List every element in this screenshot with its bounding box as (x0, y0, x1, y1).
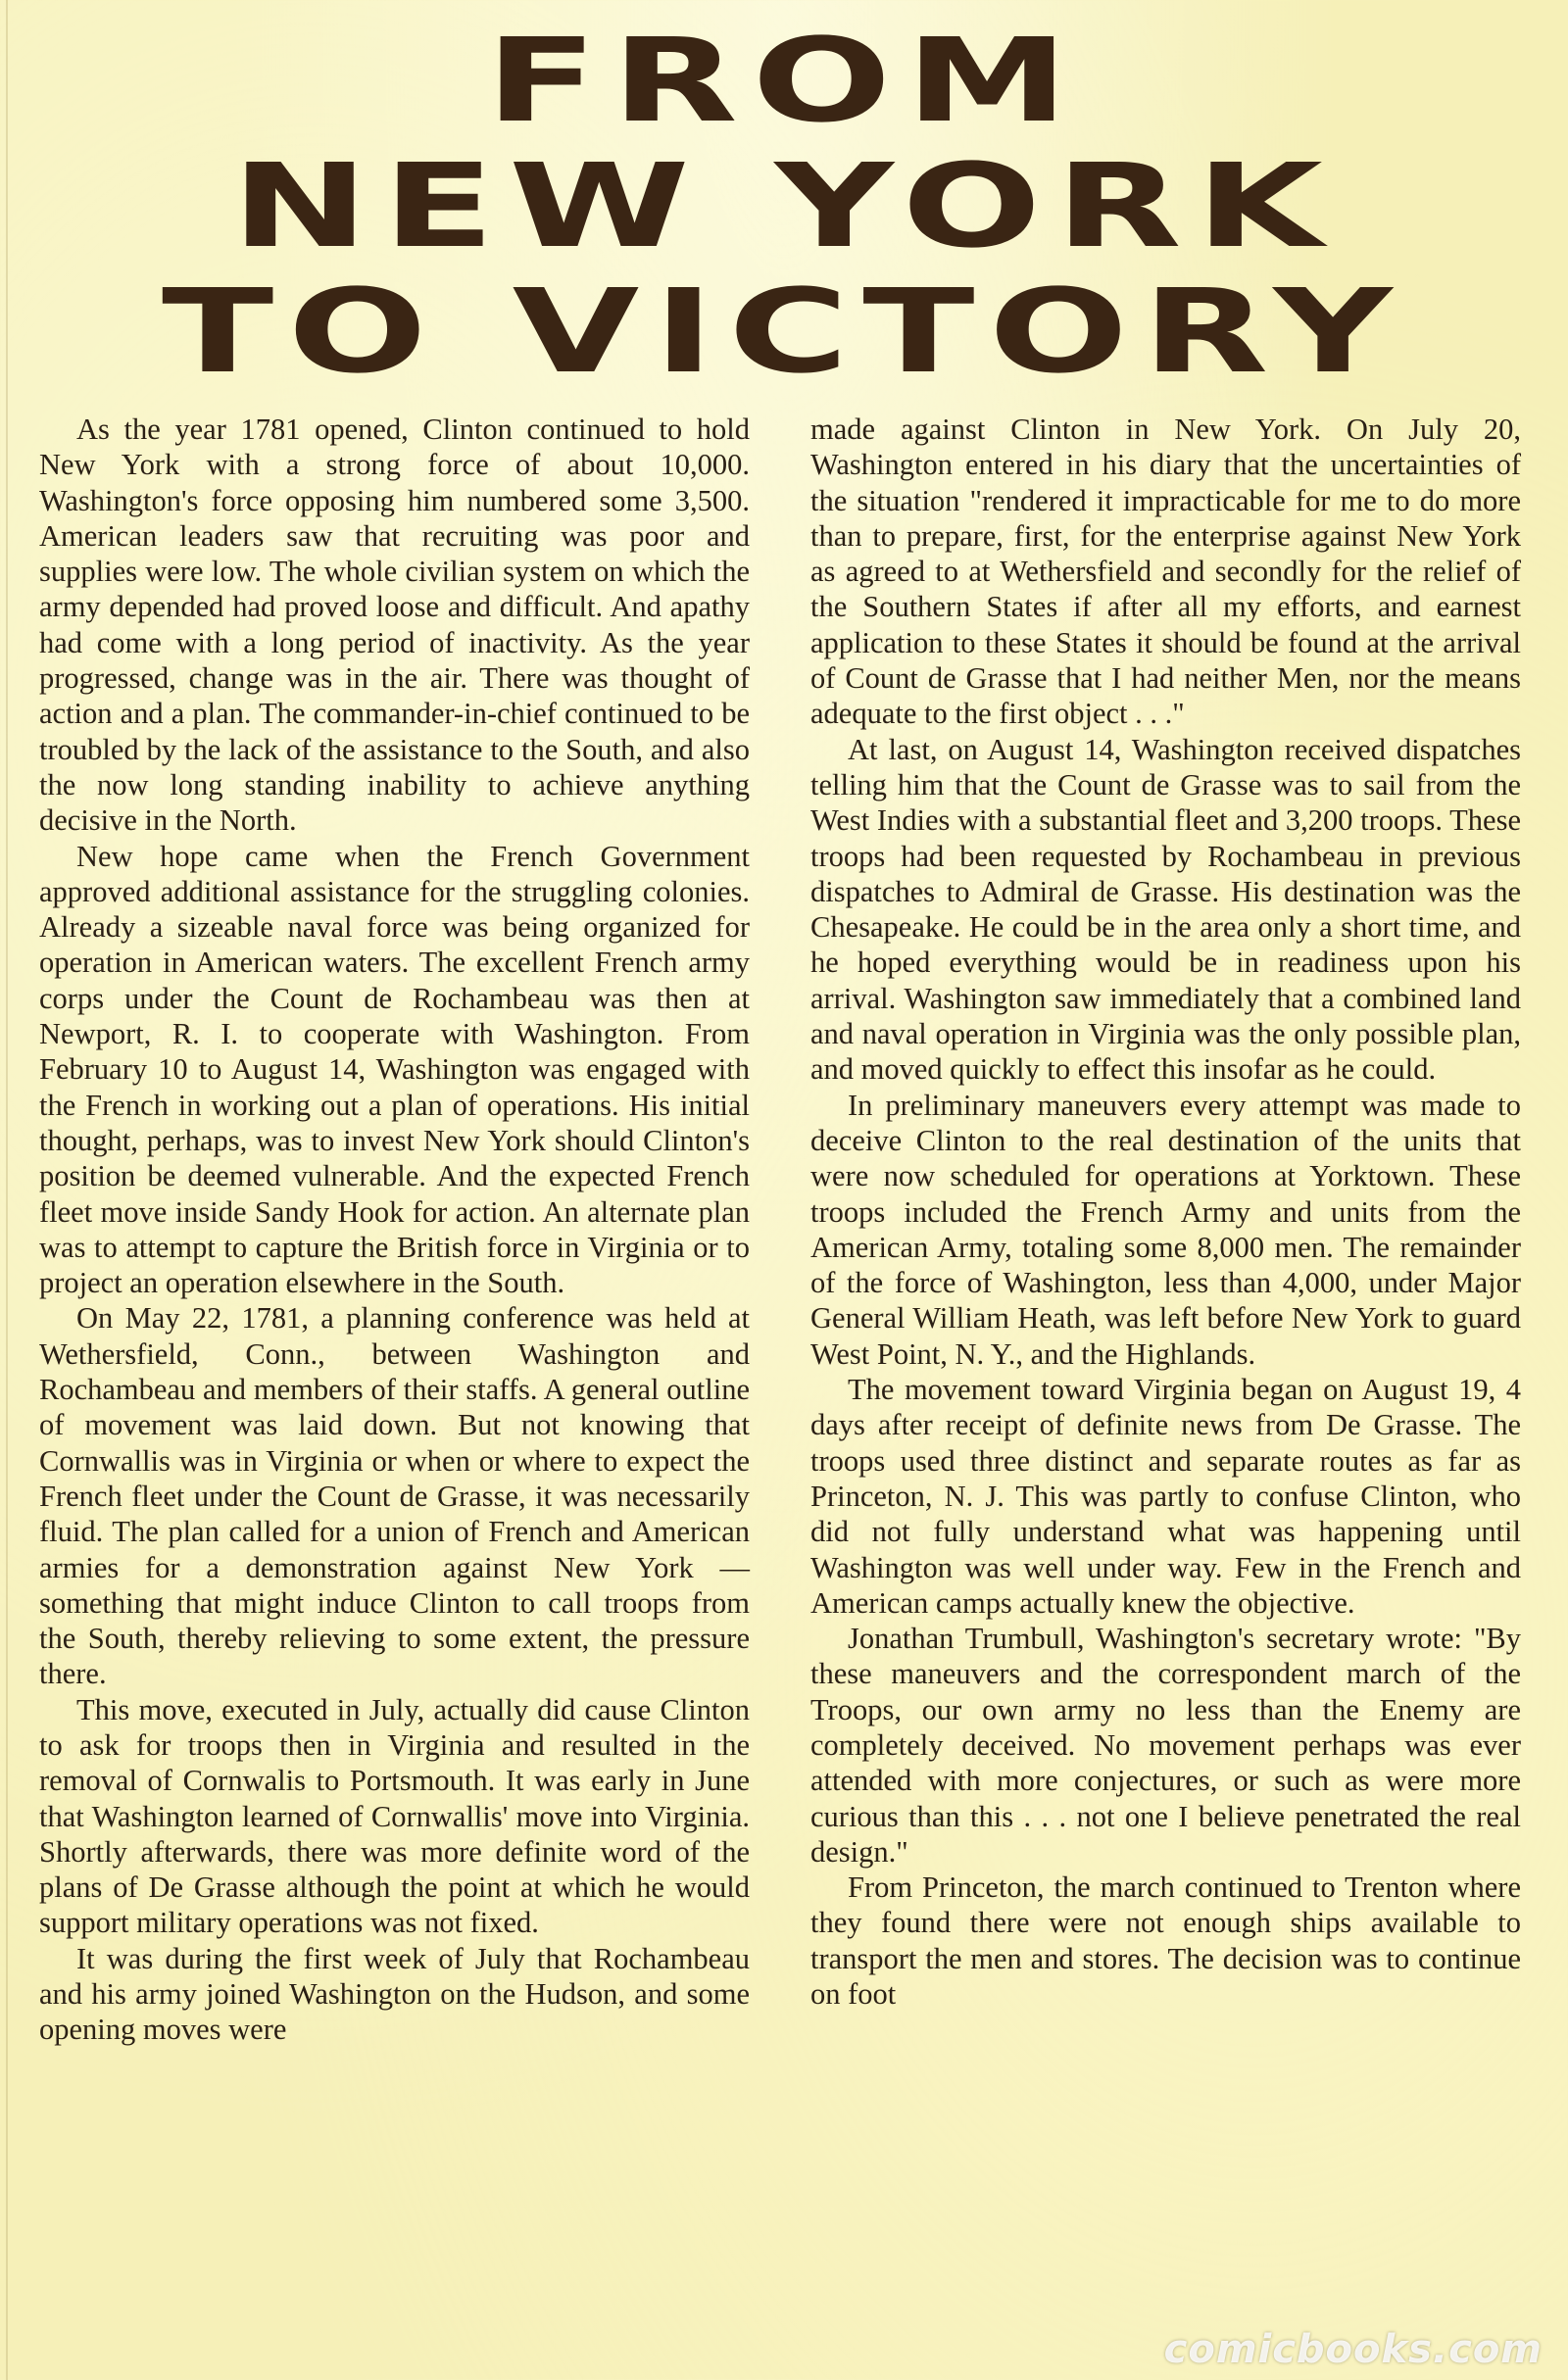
paragraph: Jonathan Trumbull, Washington's secretary wrote: "By these maneuvers and the correspondent march of the Troops, our own army no less than the Enemy are completely deceived. No movement perhaps was ever attended with more conjectures, or such as were more curious than this . . . not one I believe penetrated the real design." (810, 1622, 1521, 1869)
paragraph: New hope came when the French Government approved additional assistance for the struggling colonies. Already a sizeable naval force was being organized for operation in American waters. The excellent French army corps under the Count de Rochambeau was then at Newport, R. I. to cooperate with Washington. From February 10 to August 14, Washington was engaged with the French in working out a plan of operations. His initial thought, perhaps, was to invest New York should Clinton's position be deemed vulnerable. And the expected French fleet move inside Sandy Hook for action. An alternate plan was to attempt to capture the British force in Virginia or to project an operation elsewhere in the South. (39, 839, 750, 1300)
paragraph: In preliminary maneuvers every attempt was made to deceive Clinton to the real destination of the units that were now scheduled for operations at Yorktown. These troops included the French Army and units from the American Army, totaling some 8,000 men. The remainder of the force of Washington, less than 4,000, under Major General William Heath, was left before New York to guard West Point, N. Y., and the Highlands. (810, 1088, 1521, 1371)
title-line-1: FROM (485, 13, 1083, 148)
paragraph: As the year 1781 opened, Clinton continued to hold New York with a strong force of about 10,000. Washington's force opposing him numbered some 3,500. American leaders saw that recruiting was poor and supplies were low. The whole civilian system on which the army depended had proved loose and difficult. And apathy had come with a long period of inactivity. As the year progressed, change was in the air. There was thought of action and a plan. The commander-in-chief continued to be troubled by the lack of the assistance to the South, and also the now long standing inability to achieve anything decisive in the North. (39, 413, 750, 838)
title-line-2: NEW YORK (230, 138, 1338, 273)
paragraph: The movement toward Virginia began on August 19, 4 days after receipt of definite news from De Grasse. The troops used three distinct and separate routes as far as Princeton, N. J. This was partly to confuse Clinton, who did not fully understand what was happening until Washington was well under way. Few in the French and American camps actually knew the objective. (810, 1373, 1521, 1620)
paragraph: This move, executed in July, actually did cause Clinton to ask for troops then in Virginia and resulted in the removal of Cornwalis to Portsmouth. It was early in June that Washington learned of Cornwallis' move into Virginia. Shortly afterwards, there was more definite word of the plans of De Grasse although the point at which he would support military operations was not fixed. (39, 1692, 750, 1940)
paragraph: At last, on August 14, Washington received dispatches telling him that the Count de Grasse was to sail from the West Indies with a substantial fleet and 3,200 troops. These troops had been requested by Rochambeau in previous dispatches to Admiral de Grasse. His destination was the Chesapeake. He could be in the area only a short time, and he hoped everything would be in readiness upon his arrival. Washington saw immediately that a combined land and naval operation in Virginia was the only possible plan, and moved quickly to effect this insofar as he could. (810, 732, 1521, 1087)
paragraph: On May 22, 1781, a planning conference was held at Wethersfield, Conn., between Washington and Rochambeau and members of their staffs. A general outline of movement was laid down. But not knowing that Cornwallis was in Virginia or when or where to expect the French fleet under the Count de Grasse, it was necessarily fluid. The plan called for a union of French and American armies for a demonstration against New York — something that might induce Clinton to call troops from the South, thereby relieving to some extent, the pressure there. (39, 1301, 750, 1691)
watermark: comicbooks.com (1163, 2327, 1543, 2372)
left-column (39, 412, 750, 2048)
article-title (0, 13, 1568, 399)
paragraph: From Princeton, the march continued to Trenton where they found there were not enough ships available to transport the men and stores. The decision was to continue on foot (810, 1870, 1521, 2012)
right-column (810, 412, 1521, 2012)
paragraph: made against Clinton in New York. On July 20, Washington entered in his diary that the uncertainties of the situation "rendered it impracticable for me to do more than to prepare, first, for the enterprise against New York as agreed to at Wethersfield and secondly for the relief of the Southern States if after all my efforts, and earnest application to these States it should be found at the arrival of Count de Grasse that I had neither Men, nor the means adequate to the first object . . ." (810, 413, 1521, 731)
title-line-3: TO VICTORY (161, 264, 1407, 399)
paragraph: It was during the first week of July that Rochambeau and his army joined Washington on the Hudson, and some opening moves were (39, 1941, 750, 2047)
